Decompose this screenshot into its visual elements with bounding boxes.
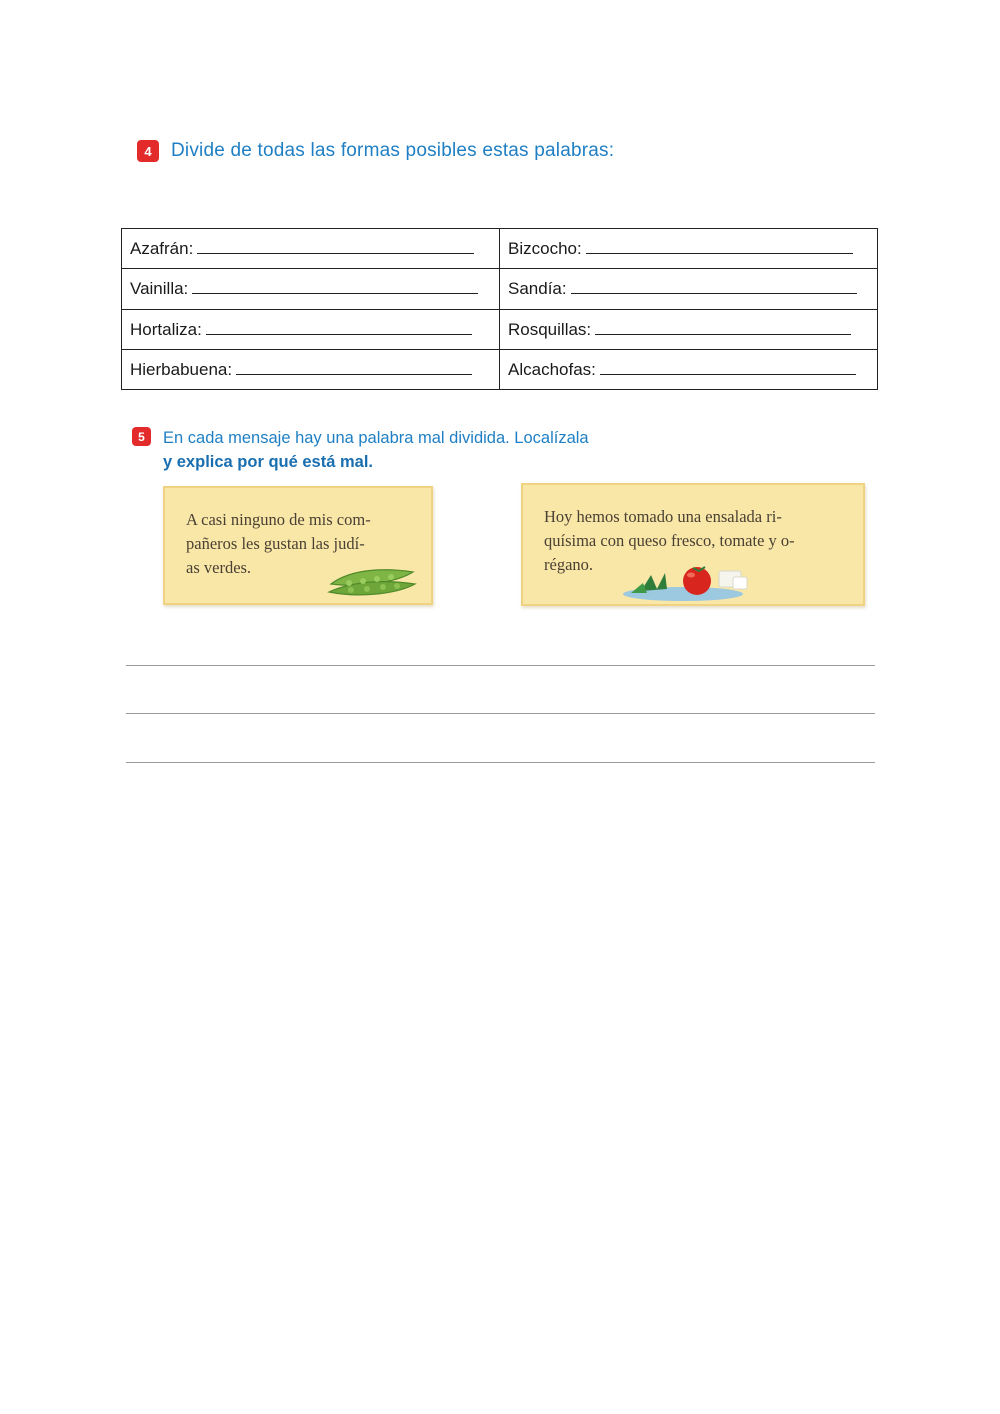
word-cell[interactable] bbox=[122, 349, 500, 389]
answer-blank[interactable] bbox=[236, 359, 472, 375]
table-row bbox=[122, 349, 878, 389]
word-label: Hierbabuena: bbox=[130, 359, 233, 379]
word-label: Azafrán: bbox=[130, 239, 194, 259]
answer-blank[interactable] bbox=[206, 319, 472, 335]
answer-blank[interactable] bbox=[586, 238, 853, 254]
word-cell[interactable] bbox=[500, 229, 878, 269]
answer-line[interactable] bbox=[126, 713, 875, 714]
exercise-5-title-line2: y explica por qué está mal. bbox=[163, 453, 374, 471]
exercise-4-title: Divide de todas las formas posibles estas palabras: bbox=[171, 140, 615, 161]
word-cell[interactable] bbox=[500, 269, 878, 309]
answer-blank[interactable] bbox=[571, 278, 857, 294]
word-label: Bizcocho: bbox=[508, 239, 582, 259]
exercise-5-title bbox=[163, 426, 589, 474]
word-label: Alcachofas: bbox=[508, 359, 596, 379]
table-row bbox=[122, 309, 878, 349]
note-line: as verdes. bbox=[186, 558, 252, 577]
message-note-2 bbox=[521, 483, 865, 606]
answer-blank[interactable] bbox=[600, 359, 856, 375]
answer-blank[interactable] bbox=[595, 319, 851, 335]
word-cell[interactable] bbox=[500, 309, 878, 349]
note-line: pañeros les gustan las judí- bbox=[186, 534, 365, 553]
word-label: Sandía: bbox=[508, 279, 567, 299]
exercise-5-header bbox=[132, 426, 589, 474]
word-label: Vainilla: bbox=[130, 279, 189, 299]
exercise-number-badge: 5 bbox=[132, 427, 151, 446]
answer-line[interactable] bbox=[126, 762, 875, 763]
word-label: Rosquillas: bbox=[508, 319, 592, 339]
green-beans-icon bbox=[327, 562, 417, 598]
table-row bbox=[122, 229, 878, 269]
answer-blank[interactable] bbox=[192, 278, 478, 294]
table-row bbox=[122, 269, 878, 309]
message-note-1 bbox=[163, 486, 433, 605]
exercise-4-header bbox=[137, 139, 614, 163]
word-label: Hortaliza: bbox=[130, 319, 202, 339]
note-line: A casi ninguno de mis com- bbox=[186, 510, 371, 529]
word-cell[interactable] bbox=[122, 269, 500, 309]
note-line: quísima con queso fresco, tomate y o- bbox=[544, 531, 795, 550]
answer-line[interactable] bbox=[126, 665, 875, 666]
word-division-table bbox=[121, 228, 878, 390]
exercise-5-title-line1: En cada mensaje hay una palabra mal dividida. Localízala bbox=[163, 429, 589, 447]
exercise-number-badge: 4 bbox=[137, 140, 159, 162]
answer-blank[interactable] bbox=[197, 238, 474, 254]
note-line: régano. bbox=[544, 555, 594, 574]
salad-plate-icon bbox=[621, 563, 761, 603]
word-cell[interactable] bbox=[500, 349, 878, 389]
note-line: Hoy hemos tomado una ensalada ri- bbox=[544, 507, 782, 526]
word-cell[interactable] bbox=[122, 309, 500, 349]
word-cell[interactable] bbox=[122, 229, 500, 269]
